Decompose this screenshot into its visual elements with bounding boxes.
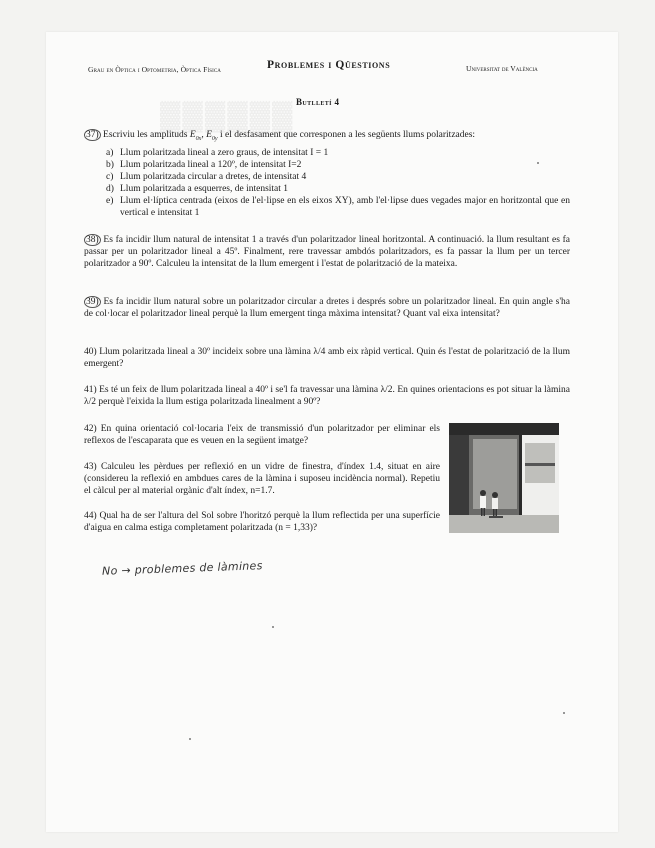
amplitude-x-subscript: 0x	[195, 135, 202, 142]
sub-question-e: e) Llum el·líptica centrada (eixos de l'el·lipse en els eixos XY), amb l'el·lipse dues vegades major en horitzontal que en vertical e intensitat 1	[106, 195, 570, 218]
question-37: 37) Escriviu les amplituds $E_{0x}$, $E_{0y}$ i el desfasament que corresponen a les següents llums polaritzades: a) Llum polaritzada lineal a zero graus, de intensitat I = 1 b) Llum polaritzada lineal a 120º, de intensitat I=2 c) Llum polaritzada circular a dretes, de intensitat 4 d) Llum polaritzada a esquerres, de intensitat 1 e) Llum el·líptica centrada (eixos de l'el·lipse en els eixos XY), amb l'el·lipse dues vegades major en horitzontal que en vertical e intensitat 1	[86, 130, 570, 218]
shop-window-illustration	[449, 423, 559, 533]
question-number: 43)	[84, 462, 97, 472]
bulletin-title: Butlletí 4	[296, 97, 340, 107]
question-text: Es fa incidir llum natural de intensitat 1 a través d'un polaritzador lineal horitzontal. A continuació. la llum resultant es fa passar per un polaritzador lineal a 45º. Finalment, rere travessar ambdós polaritzadors, es fa passar la llum per un tercer polaritzador a 90º. Calculeu la intensitat de la llum emergent i l'estat de polarització de la mateixa.	[84, 235, 570, 269]
question-39	[84, 296, 570, 320]
bleed-through-ghost-text: ▓▓▓▓▓▓	[160, 100, 295, 131]
scan-speck	[272, 626, 274, 628]
question-43	[84, 461, 440, 497]
question-number: 39)	[86, 297, 99, 307]
question-number: 40)	[84, 347, 97, 357]
question-text: Qual ha de ser l'altura del Sol sobre l'horitzó perquè la llum reflectida per una superfície d'aigua en calma estiga completament polaritzada (n = 1,33)?	[84, 511, 440, 533]
sub-question-list	[106, 147, 570, 219]
document-title: Problemes i Qüestions	[267, 59, 391, 71]
course-name: Grau en Òptica i Optometria, Òptica Física	[88, 65, 222, 74]
question-44	[84, 510, 440, 534]
page-header	[0, 58, 655, 76]
question-text: Escriviu les amplituds	[103, 130, 190, 140]
question-text: Llum polaritzada lineal a 30º incideix sobre una làmina λ/4 amb eix ràpid vertical. Quin és l'estat de polarització de la llum emergent?	[84, 347, 570, 369]
question-40	[84, 346, 570, 370]
scan-speck	[189, 738, 191, 740]
handwritten-note: No → problemes de làmines	[101, 559, 263, 578]
university-name: Universitat de València	[466, 64, 538, 73]
question-text: En quina orientació col·locaria l'eix de transmissió d'un polaritzador per eliminar els reflexos de l'escaparata que es veuen en la següent imatge?	[84, 424, 440, 446]
question-42	[84, 423, 440, 447]
amplitude-x: E	[189, 130, 196, 140]
question-text: Calculeu les pèrdues per reflexió en un vidre de finestra, d'índex 1.4, situat en aire (considereu la reflexió en ambdues cares de la làmina i suposeu incidència normal). Repetiu el càlcul per al material orgànic d'alt índex, n=1.7.	[84, 462, 440, 496]
scan-speck	[563, 712, 565, 714]
question-text: Es té un feix de llum polaritzada lineal a 40º i se'l fa travessar una làmina λ/2. En quines orientacions es pot situar la làmina λ/2 perquè l'eixida la llum estiga polaritzada linealment a 90º?	[84, 385, 571, 407]
sub-question-d: d) Llum polaritzada a esquerres, de intensitat 1	[106, 183, 289, 194]
question-number: 38)	[86, 235, 99, 245]
question-41	[84, 384, 570, 408]
question-number: 41)	[84, 385, 97, 395]
amplitude-y-subscript: 0y	[211, 135, 218, 142]
question-number: 37)	[86, 130, 99, 140]
sub-question-a: a) Llum polaritzada lineal a zero graus, de intensitat I = 1	[106, 147, 329, 158]
scan-speck	[537, 162, 539, 164]
amplitude-y: E	[206, 130, 212, 140]
shop-window-photo	[449, 423, 559, 533]
sub-question-b: b) Llum polaritzada lineal a 120º, de intensitat I=2	[106, 159, 302, 170]
question-text: Es fa incidir llum natural sobre un polaritzador circular a dretes i després sobre un polaritzador lineal. En quin angle s'ha de col·locar el polaritzador lineal perquè la llum emergent tinga màxima intensitat? Quant val eixa intensitat?	[84, 297, 570, 319]
question-text-continued: i el desfasament que corresponen a les següents llums polaritzades:	[217, 130, 476, 140]
question-number: 44)	[84, 511, 97, 521]
question-number: 42)	[84, 424, 97, 434]
question-38	[84, 234, 570, 270]
sub-question-c: c) Llum polaritzada circular a dretes, de intensitat 4	[106, 171, 307, 182]
